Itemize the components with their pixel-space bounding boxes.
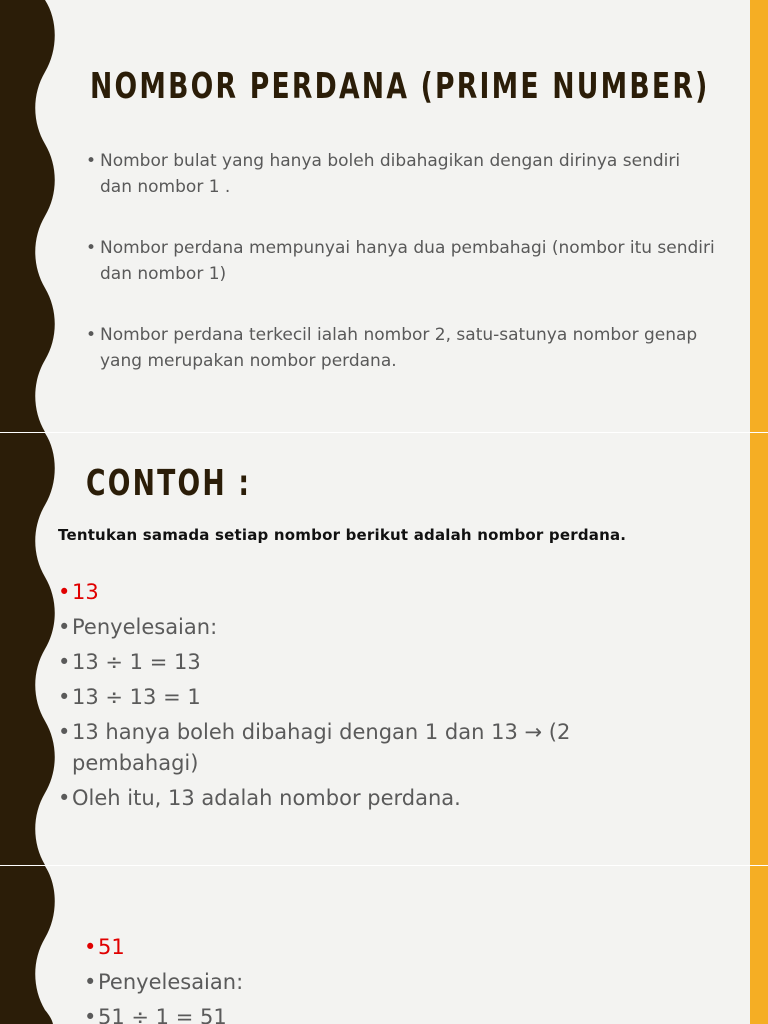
list-item: • 13 ÷ 13 = 1 bbox=[58, 682, 688, 713]
example-list bbox=[84, 932, 714, 1024]
list-item: • Nombor perdana mempunyai hanya dua pembahagi (nombor itu sendiri dan nombor 1) bbox=[86, 235, 716, 287]
wavy-left-border bbox=[0, 0, 58, 432]
gold-right-border bbox=[750, 0, 768, 432]
list-item: • Oleh itu, 13 adalah nombor perdana. bbox=[58, 783, 688, 814]
example-number: • 13 bbox=[58, 577, 688, 608]
definition-list bbox=[86, 148, 716, 409]
list-item: • 13 hanya boleh dibahagi dengan 1 dan 13 → (2 pembahagi) bbox=[58, 717, 688, 779]
list-item: • 51 ÷ 1 = 51 bbox=[84, 1002, 714, 1024]
slide-title: NOMBOR PERDANA (PRIME NUMBER) bbox=[90, 66, 710, 107]
slide-1 bbox=[0, 0, 768, 432]
example-number: • 51 bbox=[84, 932, 714, 963]
slide-title: CONTOH : bbox=[86, 463, 252, 504]
gold-right-border bbox=[750, 433, 768, 865]
example-list bbox=[58, 577, 688, 818]
list-item: • Penyelesaian: bbox=[84, 967, 714, 998]
wavy-left-border bbox=[0, 866, 58, 1024]
list-item: • Nombor perdana terkecil ialah nombor 2, satu-satunya nombor genap yang merupakan nombor perdana. bbox=[86, 322, 716, 374]
wavy-left-border bbox=[0, 433, 58, 865]
instruction-text: Tentukan samada setiap nombor berikut adalah nombor perdana. bbox=[58, 526, 627, 544]
list-item: • Penyelesaian: bbox=[58, 612, 688, 643]
list-item: • 13 ÷ 1 = 13 bbox=[58, 647, 688, 678]
slide-3 bbox=[0, 866, 768, 1024]
gold-right-border bbox=[750, 866, 768, 1024]
list-item: • Nombor bulat yang hanya boleh dibahagikan dengan dirinya sendiri dan nombor 1 . bbox=[86, 148, 716, 200]
slide-2 bbox=[0, 433, 768, 865]
